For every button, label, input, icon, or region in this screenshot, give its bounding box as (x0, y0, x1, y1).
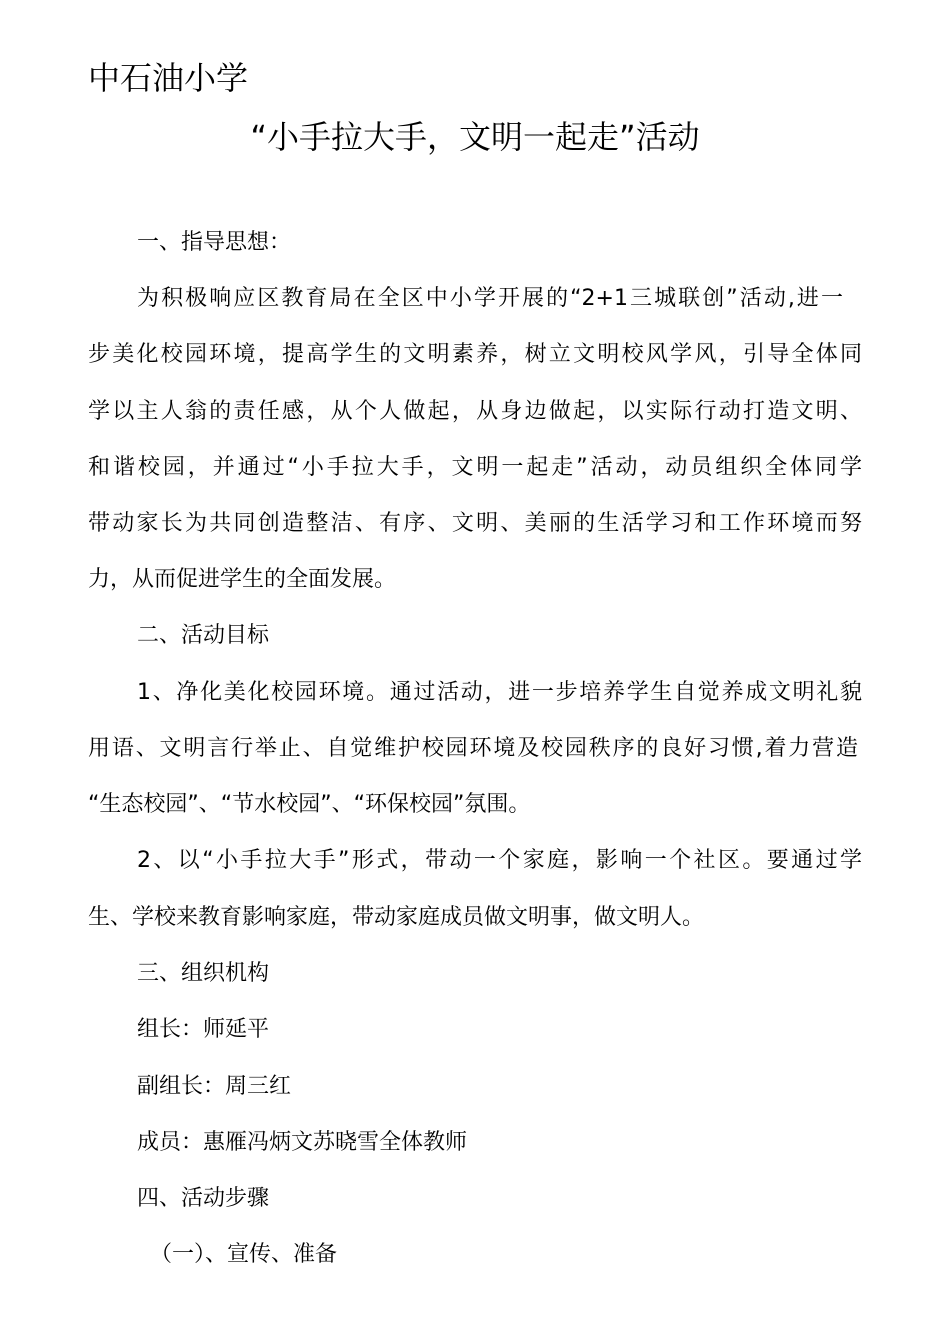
paragraph-line: 学以主人翁的责任感，从个人做起，从身边做起，以实际行动打造文明、 (88, 399, 862, 424)
members-line: 成员：惠雁冯炳文苏晓雪全体教师 (137, 1130, 468, 1155)
section-heading-guiding-ideology: 一、指导思想： (137, 230, 292, 255)
document-title: “小手拉大手，文明一起走”活动 (250, 118, 700, 156)
paragraph-line: 和谐校园，并通过“小手拉大手，文明一起走”活动，动员组织全体同学 (88, 455, 862, 480)
leader-line: 组长：师延平 (137, 1017, 270, 1042)
paragraph-line: 1、净化美化校园环境。通过活动，进一步培养学生自觉养成文明礼貌 (137, 680, 862, 705)
paragraph-line: 2、以“小手拉大手”形式，带动一个家庭，影响一个社区。要通过学 (137, 848, 862, 873)
paragraph-line: 带动家长为共同创造整洁、有序、文明、美丽的生活学习和工作环境而努 (88, 511, 862, 536)
paragraph-line: 为积极响应区教育局在全区中小学开展的“2+1三城联创”活动,进一 (137, 286, 843, 311)
section-heading-activity-steps: 四、活动步骤 (137, 1186, 270, 1211)
section-heading-organization: 三、组织机构 (137, 961, 270, 986)
section-heading-activity-goals: 二、活动目标 (137, 623, 270, 648)
paragraph-line: 生、学校来教育影响家庭，带动家庭成员做文明事，做文明人。 (88, 905, 705, 930)
paragraph-line: 力，从而促进学生的全面发展。 (88, 567, 397, 592)
paragraph-line: 步美化校园环境，提高学生的文明素养，树立文明校风学风，引导全体同 (88, 342, 862, 367)
paragraph-line: 用语、文明言行举止、自觉维护校园环境及校园秩序的良好习惯,着力营造 (88, 736, 858, 761)
deputy-leader-line: 副组长：周三红 (137, 1074, 292, 1099)
school-name: 中石油小学 (88, 59, 249, 97)
subsection-heading-publicity-preparation: （一）、宣传、准备 (150, 1242, 338, 1267)
paragraph-line: “生态校园”、“节水校园”、“环保校园”氛围。 (88, 792, 531, 817)
